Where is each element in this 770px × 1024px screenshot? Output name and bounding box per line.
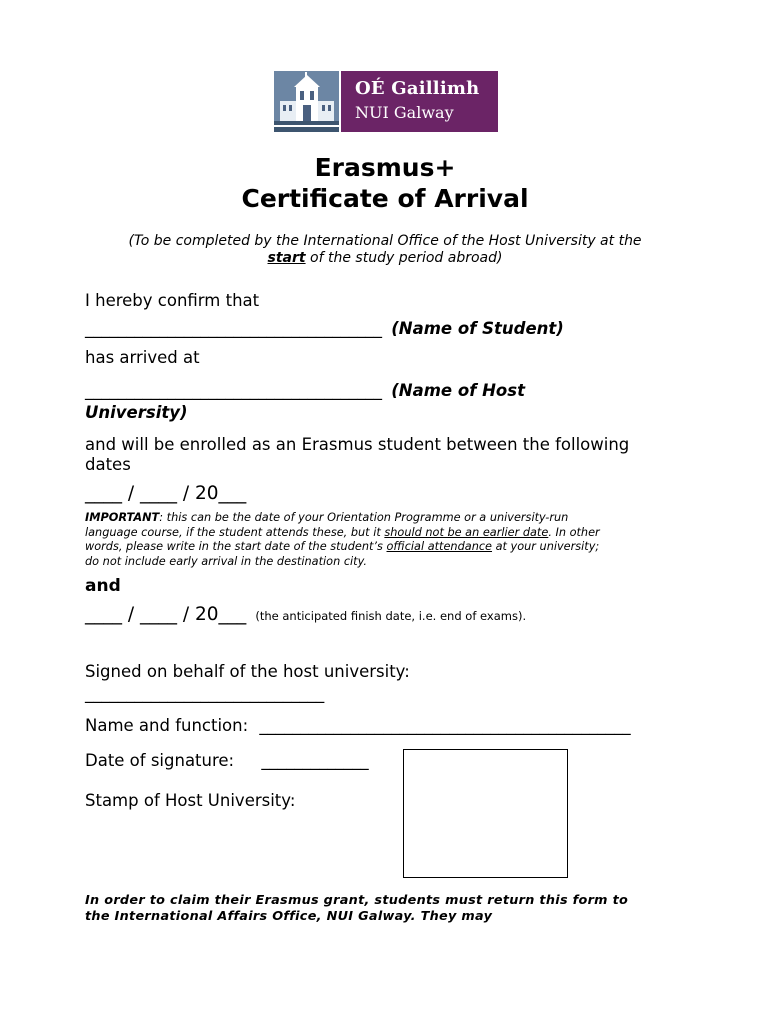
page-subtitle-title: Certificate of Arrival: [241, 184, 529, 213]
student-name-label: (Name of Student): [391, 319, 564, 338]
instructions-part1: (To be completed by the International Office of the Host University at the: [128, 233, 642, 249]
student-name-row: [85, 319, 564, 339]
university-tower-icon: [274, 71, 339, 132]
enrolled-text-line1: and will be enrolled as an Erasmus student between the following: [85, 435, 630, 454]
instructions: [80, 233, 690, 267]
student-name-field[interactable]: ____________________________________: [85, 319, 382, 338]
footer-line2: the International Affairs Office, NUI Galway. They may: [85, 909, 493, 924]
start-date-field[interactable]: ____ / ____ / 20___: [85, 483, 247, 504]
arrived-at-label: has arrived at: [85, 348, 200, 367]
end-date-note: (the anticipated finish date, i.e. end of exams).: [255, 609, 527, 623]
date-signature-row: [85, 751, 369, 771]
logo-english-name: NUI Galway: [355, 103, 454, 122]
important-label: IMPORTANT: [85, 511, 160, 524]
stamp-box[interactable]: [403, 749, 568, 878]
host-name-label-cont: University): [85, 403, 188, 422]
stamp-label: Stamp of Host University:: [85, 791, 296, 810]
page-title: Erasmus+: [314, 153, 456, 182]
instructions-start: start: [267, 250, 306, 266]
date-signature-field[interactable]: _____________: [261, 751, 369, 770]
important-note: [85, 511, 685, 569]
enrolled-text: [85, 435, 705, 475]
host-name-field[interactable]: ____________________________________: [85, 381, 382, 400]
name-function-field[interactable]: _____________________________________________: [259, 716, 631, 735]
host-name-row: [85, 381, 525, 401]
host-name-label: (Name of Host: [391, 381, 525, 400]
end-date-field[interactable]: ____ / ____ / 20___: [85, 604, 247, 625]
logo-wordmark: [341, 71, 498, 132]
confirm-intro: I hereby confirm that: [85, 291, 260, 310]
important-text-4: do not include early arrival in the destination city.: [85, 554, 367, 568]
enrolled-text-line2: dates: [85, 455, 131, 474]
important-text-2b: . In other: [548, 525, 600, 539]
important-text-3u: official attendance: [386, 540, 493, 553]
university-logo: [274, 71, 498, 132]
important-text-2a: language course, if the student attends these, but it: [85, 525, 385, 539]
important-text-1: : this can be the date of your Orientation Programme or a university-run: [159, 511, 569, 524]
important-text-3a: words, please write in the start date of the student’s: [85, 540, 387, 553]
logo-irish-name: OÉ Gaillimh: [355, 78, 480, 99]
instructions-part2: of the study period abroad): [310, 250, 503, 266]
signature-field[interactable]: _____________________________: [85, 684, 325, 703]
and-label: and: [85, 576, 121, 596]
date-signature-label: Date of signature:: [85, 751, 235, 770]
end-date-row: [85, 604, 526, 625]
signed-label: Signed on behalf of the host university:: [85, 662, 410, 681]
important-text-2u: should not be an earlier date: [384, 525, 549, 539]
name-function-row: [85, 716, 631, 736]
footer-note: [85, 893, 628, 925]
important-text-3b: at your university;: [492, 540, 600, 553]
name-function-label: Name and function:: [85, 716, 249, 735]
footer-line1: In order to claim their Erasmus grant, students must return this form to: [85, 893, 629, 908]
